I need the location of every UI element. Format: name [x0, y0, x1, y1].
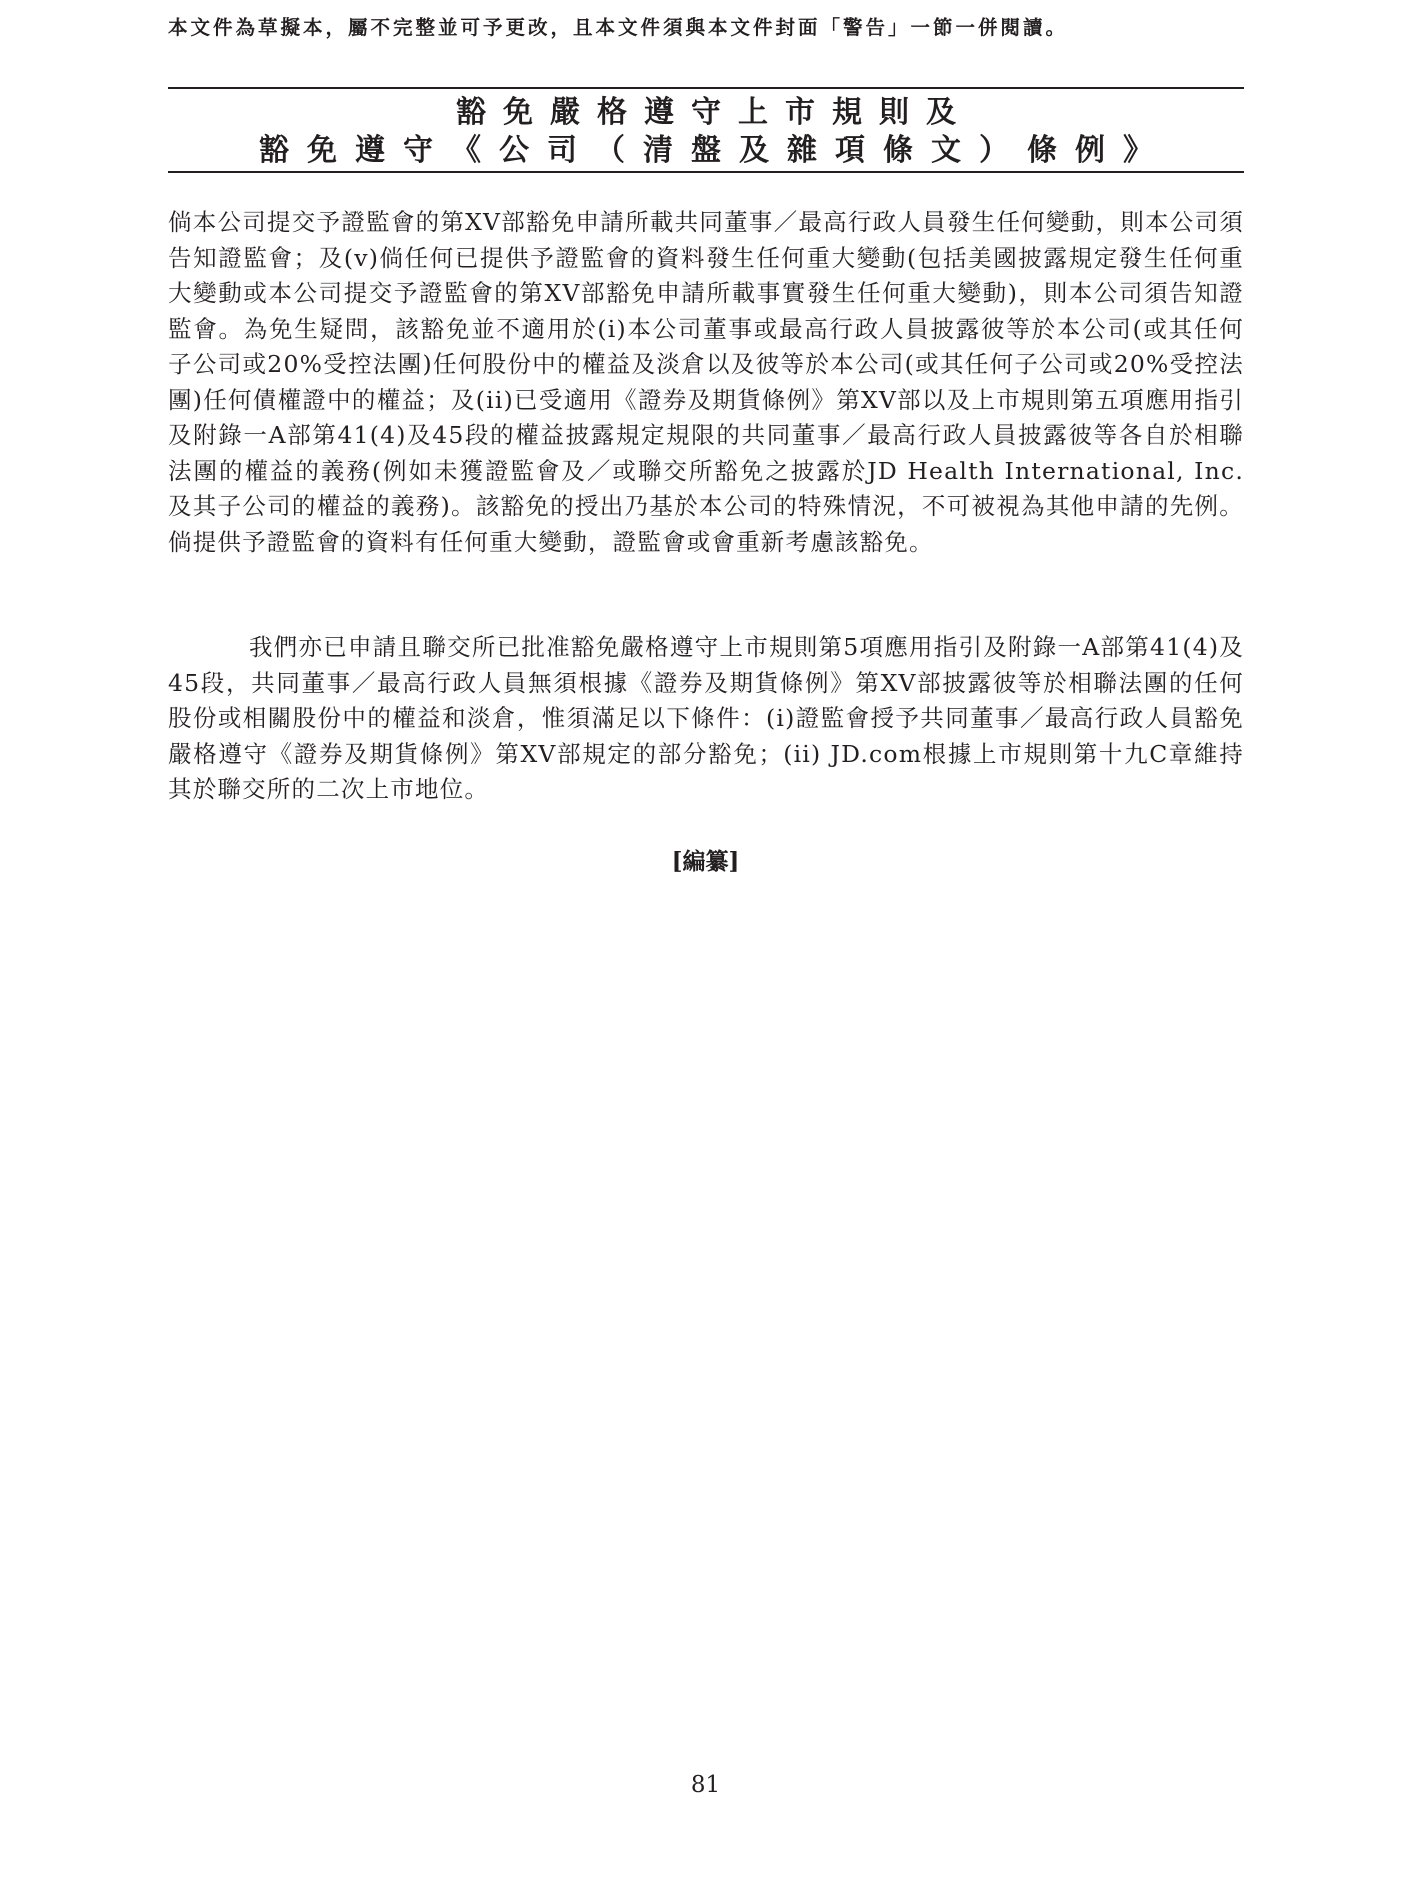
redacted-marker: [編纂]: [671, 848, 740, 875]
section-title-line-1: 豁免嚴格遵守上市規則及: [456, 95, 973, 130]
section-title-line-2: 豁免遵守《公司（清盤及雜項條文）條例》: [259, 133, 1171, 168]
section-title: [168, 94, 1244, 170]
body-paragraph-2: 我們亦已申請且聯交所已批准豁免嚴格遵守上市規則第5項應用指引及附錄一A部第41(4)及45段，共同董事／最高行政人員無須根據《證券及期貨條例》第XV部披露彼等於相聯法團的任何股份或相關股份中的權益和淡倉，惟須滿足以下條件：(i)證監會授予共同董事／最高行政人員豁免嚴格遵守《證券及期貨條例》第XV部規定的部分豁免；(ii) JD.com根據上市規則第十九C章維持其於聯交所的二次上市地位。: [168, 633, 1244, 803]
title-bottom-rule: [168, 171, 1244, 173]
draft-disclaimer: 本文件為草擬本，屬不完整並可予更改，且本文件須與本文件封面「警告」一節一併閱讀。: [168, 16, 1069, 39]
title-top-rule: [168, 87, 1244, 89]
body-paragraph-1: 倘本公司提交予證監會的第XV部豁免申請所載共同董事／最高行政人員發生任何變動，則本公司須告知證監會；及(v)倘任何已提供予證監會的資料發生任何重大變動(包括美國披露規定發生任何重大變動或本公司提交予證監會的第XV部豁免申請所載事實發生任何重大變動)，則本公司須告知證監會。為免生疑問，該豁免並不適用於(i)本公司董事或最高行政人員披露彼等於本公司(或其任何子公司或20%受控法團)任何股份中的權益及淡倉以及彼等於本公司(或其任何子公司或20%受控法團)任何債權證中的權益；及(ii)已受適用《證券及期貨條例》第XV部以及上市規則第五項應用指引及附錄一A部第41(4)及45段的權益披露規定規限的共同董事／最高行政人員披露彼等各自於相聯法團的權益的義務(例如未獲證監會及／或聯交所豁免之披露於JD Health International, Inc.及其子公司的權益的義務)。該豁免的授出乃基於本公司的特殊情況，不可被視為其他申請的先例。倘提供予證監會的資料有任何重大變動，證監會或會重新考慮該豁免。: [168, 208, 1244, 556]
page-number: 81: [690, 1772, 721, 1798]
